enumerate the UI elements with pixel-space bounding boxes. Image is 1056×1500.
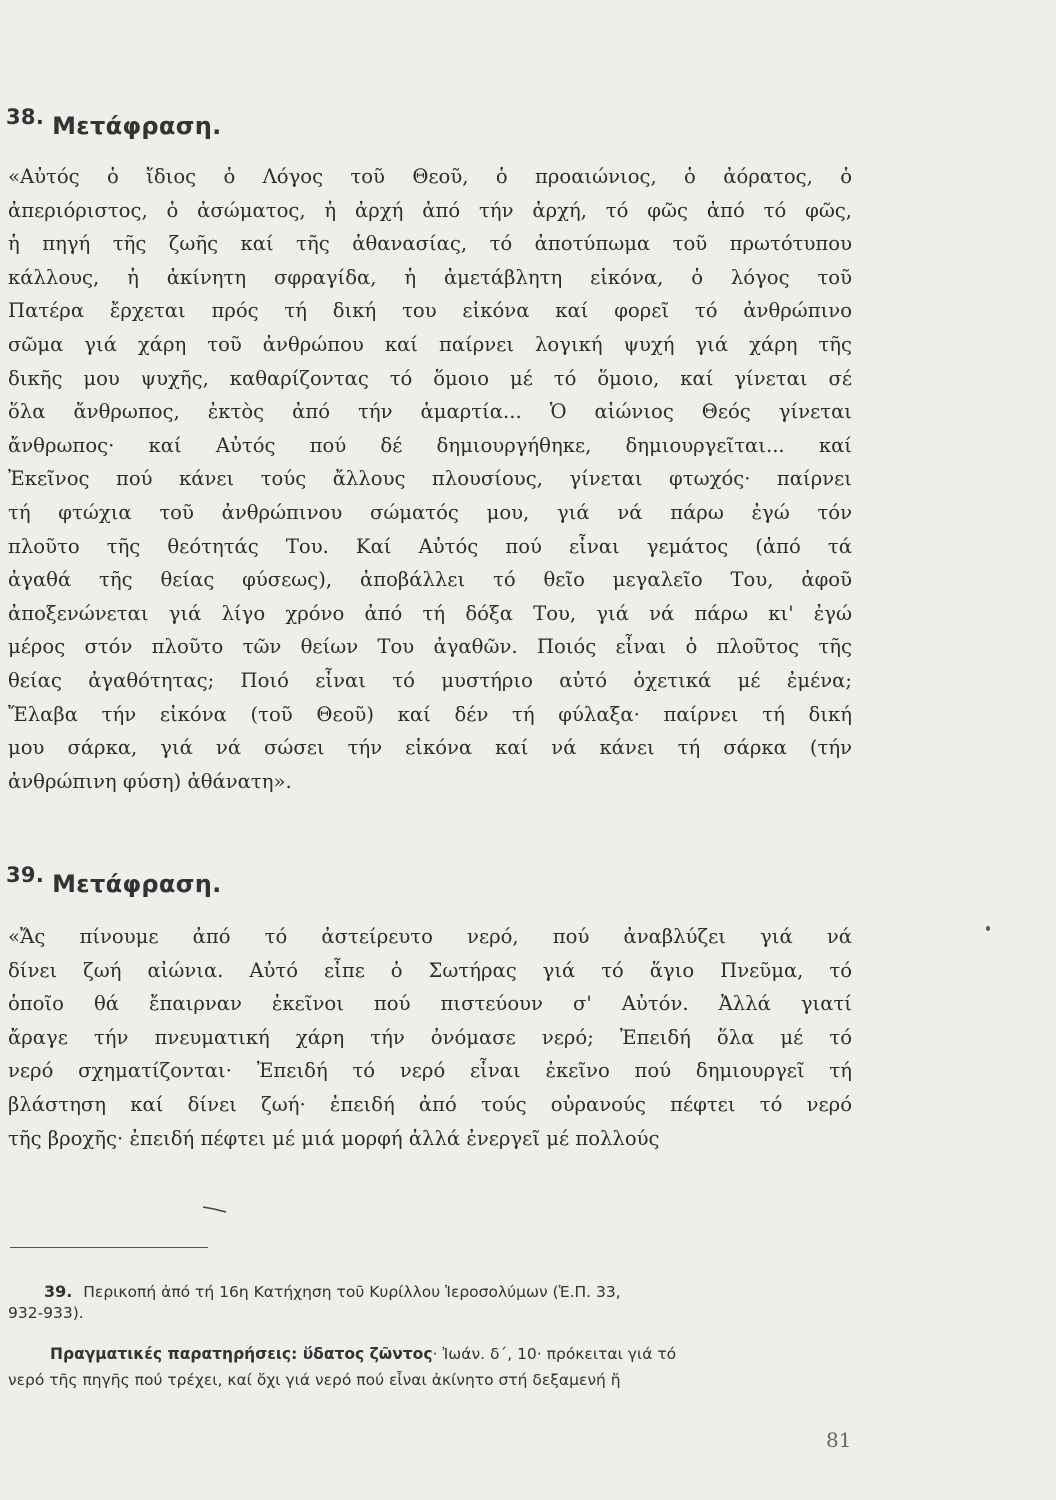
footnote-line-2 <box>8 1302 84 1325</box>
footnote-line-1 <box>44 1280 621 1304</box>
text-line: ἀγαθά τῆς θείας φύσεως), ἀποβάλλει τό θεῖο μεγαλεῖο Του, ἀφοῦ <box>8 568 852 592</box>
text-line: Ἐκεῖνος πού κάνει τούς ἄλλους πλουσίους, γίνεται φτωχός· παίρνει <box>8 467 852 491</box>
footnote-remarks-label: Πραγματικές παρατηρήσεις: ὕδατος ζῶντος <box>50 1345 433 1363</box>
text-line: ἡ πηγή τῆς ζωῆς καί τῆς ἀθανασίας, τό ἀποτύπωμα τοῦ πρωτότυπου <box>8 232 852 256</box>
text-line: ἀνθρώπινη φύση) ἀθάνατη». <box>8 769 292 793</box>
text-line: τῆς βροχῆς· ἐπειδή πέφτει μέ μιά μορφή ἀλλά ἐνεργεῖ μέ πολλούς <box>8 1126 660 1150</box>
text-line: δίνει ζωή αἰώνια. Αὐτό εἶπε ὁ Σωτήρας γιά τό ἅγιο Πνεῦμα, τό <box>8 958 852 982</box>
footnote-number: 39. <box>44 1282 73 1301</box>
text-line: ὅλα ἄνθρωπος, ἐκτὸς ἀπό τήν ἁμαρτία... Ὁ αἰώνιος Θεός γίνεται <box>8 400 852 424</box>
footnote-pages: 932-933). <box>8 1304 84 1322</box>
text-line: μου σάρκα, γιά νά σώσει τήν εἰκόνα καί νά κάνει τή σάρκα (τήν <box>8 736 852 760</box>
section-38-number: 38. <box>6 105 45 129</box>
text-line: ὁποῖο θά ἔπαιρναν ἐκεῖνοι πού πιστεύουν σ' Αὐτόν. Ἀλλά γιατί <box>8 992 852 1016</box>
text-line: πλοῦτο τῆς θεότητάς Του. Καί Αὐτός πού εἶναι γεμάτος (ἀπό τά <box>8 534 852 558</box>
section-39-body <box>8 920 852 1155</box>
text-line: ἀποξενώνεται γιά λίγο χρόνο ἀπό τή δόξα Του, γιά νά πάρω κι' ἐγώ <box>8 601 852 625</box>
section-38-heading <box>6 105 222 140</box>
text-line: ἄραγε τήν πνευματική χάρη τήν ὀνόμασε νερό; Ἐπειδή ὅλα μέ τό <box>8 1025 852 1049</box>
text-line: θείας ἀγαθότητας; Ποιό εἶναι τό μυστήριο αὐτό ὀχετικά μέ ἐμένα; <box>8 668 852 692</box>
footnote-remarks-text: · Ἰωάν. δ΄, 10· πρόκειται γιά τό <box>432 1345 677 1363</box>
ink-mark-icon <box>202 1204 228 1214</box>
section-39-heading <box>6 863 222 898</box>
footnote-citation: Περικοπή ἀπό τή 16η Κατήχηση τοῦ Κυρίλλου Ἱεροσολύμων (Ἑ.Π. 33, <box>83 1283 621 1301</box>
text-line: κάλλους, ἡ ἀκίνητη σφραγίδα, ἡ ἀμετάβλητη εἰκόνα, ὁ λόγος τοῦ <box>8 265 852 289</box>
text-line: «Αὐτός ὁ ἴδιος ὁ Λόγος τοῦ Θεοῦ, ὁ προαιώνιος, ὁ ἀόρατος, ὁ <box>8 165 852 188</box>
footnote-line-4 <box>8 1369 621 1392</box>
text-line: Πατέρα ἔρχεται πρός τή δική του εἰκόνα καί φορεῖ τό ἀνθρώπινο <box>8 299 852 323</box>
text-line: βλάστηση καί δίνει ζωή· ἐπειδή ἀπό τούς οὐρανούς πέφτει τό νερό <box>8 1092 852 1116</box>
section-39-number: 39. <box>6 863 45 887</box>
section-38-title: Μετάφραση. <box>52 112 222 140</box>
text-line: τή φτώχια τοῦ ἀνθρώπινου σώματός μου, γιά νά πάρω ἐγώ τόν <box>8 500 852 524</box>
footnote-separator <box>10 1247 208 1248</box>
section-39-title: Μετάφραση. <box>52 870 222 898</box>
footnote-line-3 <box>50 1343 676 1366</box>
text-line: «Ἄς πίνουμε ἀπό τό ἀστείρευτο νερό, πού ἀναβλύζει γιά νά <box>8 925 852 948</box>
text-line: ἀπεριόριστος, ὁ ἀσώματος, ἡ ἀρχή ἀπό τήν ἀρχή, τό φῶς ἀπό τό φῶς, <box>8 198 852 222</box>
text-line: νερό σχηματίζονται· Ἐπειδή τό νερό εἶναι ἐκεῖνο πού δημιουργεῖ τή <box>8 1059 852 1083</box>
text-line: ἄνθρωπος· καί Αὐτός πού δέ δημιουργήθηκε, δημιουργεῖται... καί <box>8 433 852 457</box>
text-line: Ἔλαβα τήν εἰκόνα (τοῦ Θεοῦ) καί δέν τή φύλαξα· παίρνει τή δική <box>8 702 852 726</box>
text-line: μέρος στόν πλοῦτο τῶν θείων Του ἀγαθῶν. Ποιός εἶναι ὁ πλοῦτος τῆς <box>8 635 852 659</box>
stray-ink-dot <box>986 926 990 931</box>
section-38-body <box>8 160 852 798</box>
text-line: δικῆς μου ψυχῆς, καθαρίζοντας τό ὅμοιο μέ τό ὅμοιο, καί γίνεται σέ <box>8 366 852 390</box>
text-line: σῶμα γιά χάρη τοῦ ἀνθρώπου καί παίρνει λογική ψυχή γιά χάρη τῆς <box>8 332 852 356</box>
footnote-remarks-continued: νερό τῆς πηγῆς πού τρέχει, καί ὄχι γιά νερό πού εἶναι ἀκίνητο στή δεξαμενή ἤ <box>8 1371 621 1389</box>
page-number: 81 <box>826 1428 852 1452</box>
